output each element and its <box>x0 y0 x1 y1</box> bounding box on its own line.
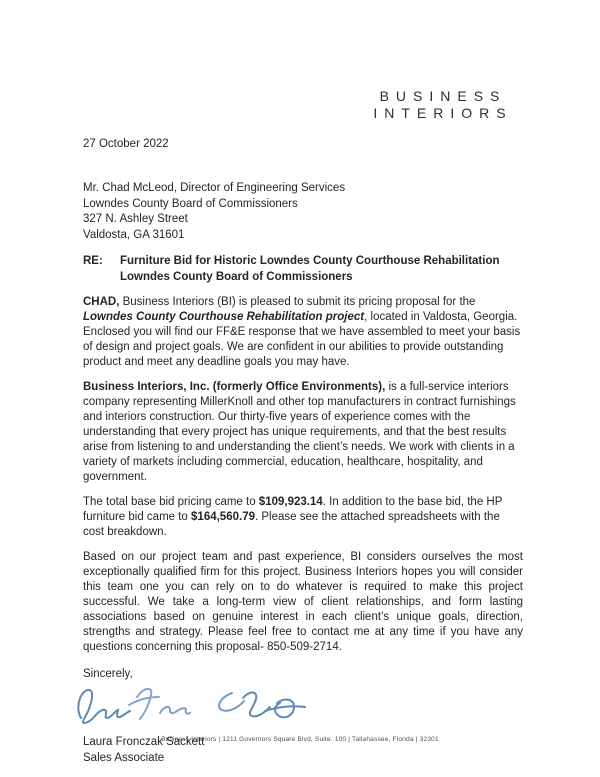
handwritten-signature-image <box>69 682 319 738</box>
paragraph-intro <box>83 295 523 370</box>
signer-title: Sales Associate <box>83 752 165 764</box>
recipient-street-line: 327 N. Ashley Street <box>83 213 188 225</box>
text-run: $164,560.79 <box>191 511 255 523</box>
closing-salutation: Sincerely, <box>83 668 133 680</box>
text-run: is a full-service interiors company representing MillerKnoll and other top manufacturers in contract furnishings and interiors construction. Our thirty-five years of experience comes with the understanding that every project has unique requirements, and that the best results arise from listening to and understanding the client’s needs. We work with clients in a variety of markets including commercial, education, healthcare, hospitality, and government. <box>83 381 516 483</box>
footer-address-line: Business Interiors | 1211 Governors Square Blvd, Suite. 100 | Tallahassee, Florida | 32301 <box>161 736 439 743</box>
recipient-name-line: Mr. Chad McLeod, Director of Engineering Services <box>83 182 346 194</box>
text-run: Business Interiors (BI) is pleased to submit its pricing proposal for the <box>119 296 476 308</box>
letterhead-line-2: INTERIORS <box>373 105 513 121</box>
recipient-org-line: Lowndes County Board of Commissioners <box>83 197 298 210</box>
text-run: Lowndes County Courthouse Rehabilitation project <box>83 311 365 323</box>
re-subject <box>120 254 500 285</box>
letter-date: 27 October 2022 <box>83 138 169 150</box>
letterhead-line-1: BUSINESS <box>379 88 507 104</box>
paragraph-qualifications <box>83 550 523 655</box>
text-run: . In addition to the base bid, the HP furniture bid came to <box>83 496 503 523</box>
text-run: Based on our project team and past experience, BI considers ourselves the most exceptionally qualified firm for this project. Business Interiors hopes you will consider this team one you can rely on to do whatever is required to make this project successful. We take a long-term view of client relationships, and form lasting associations based on genuine interest in each client’s unique goals, direction, strengths and strategy. Please feel free to contact me at any time if you have any questions concerning this proposal- 850-509-2714. <box>83 551 523 653</box>
text-run: Business Interiors, Inc. (formerly Office Environments), <box>83 381 386 393</box>
signer-name: Laura Fronczak Sackett <box>83 736 205 748</box>
signature-block <box>83 684 523 734</box>
recipient-block <box>83 181 523 243</box>
re-block <box>83 254 523 285</box>
company-letterhead <box>358 88 528 122</box>
paragraph-pricing <box>83 495 523 540</box>
re-subject-line-1: Furniture Bid for Historic Lowndes County Courthouse Rehabilitation <box>120 255 500 267</box>
paragraph-company <box>83 380 523 485</box>
text-run: , located in Valdosta, Georgia. Enclosed you will find our FF&E response that we have assembled to meet your basis of design and project goals. We are confident in our abilities to provide outstanding product and meet any deadline goals you may have. <box>83 311 521 368</box>
re-subject-line-2: Lowndes County Board of Commissioners <box>120 270 353 283</box>
text-run: CHAD, <box>83 296 120 308</box>
re-label: RE: <box>83 255 103 267</box>
text-run: The total base bid pricing came to <box>83 496 259 508</box>
text-run: $109,923.14 <box>258 496 323 508</box>
text-run: . Please see the attached spreadsheets with the cost breakdown. <box>83 511 500 538</box>
letter-content <box>83 137 523 766</box>
recipient-city-line: Valdosta, GA 31601 <box>83 228 185 241</box>
